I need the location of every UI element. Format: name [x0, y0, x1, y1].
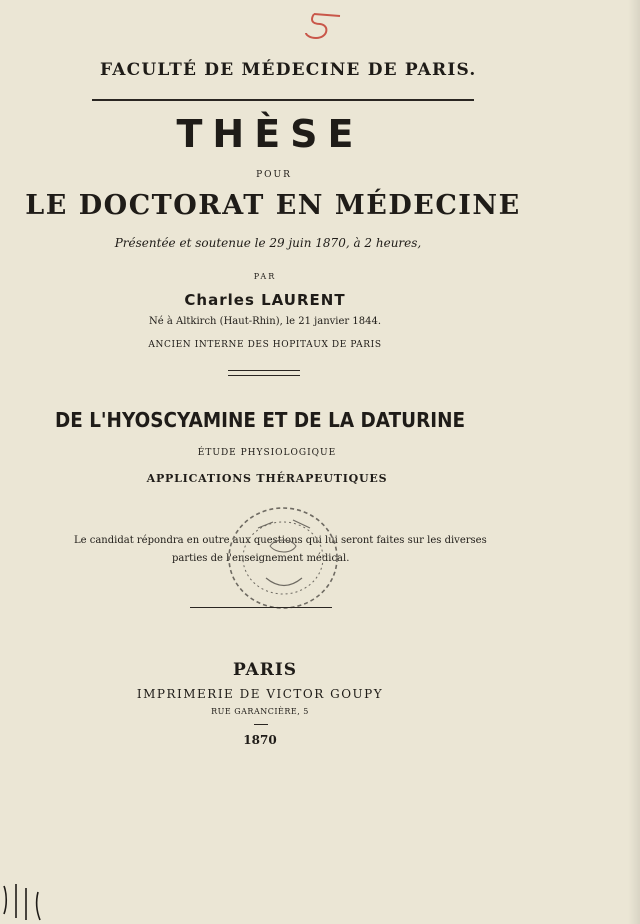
imprint-rule [254, 724, 268, 725]
these-title: THÈSE [176, 112, 364, 156]
author-birth: Né à Altkirch (Haut-Rhin), le 21 janvier 1844. [148, 316, 382, 327]
imprint-printer: IMPRIMERIE DE VICTOR GOUPY [136, 687, 384, 701]
notice-line-1: Le candidat répondra en outre aux questions qui lui seront faites sur les diverses [74, 535, 487, 546]
page-edge-shadow [628, 0, 640, 924]
notice-line-2: parties de l'enseignement médical. [172, 553, 350, 564]
handwritten-number-mark [300, 8, 350, 44]
author-name: Charles LAURENT [184, 291, 346, 309]
presentation-line: Présentée et soutenue le 29 juin 1870, à 2 heures, [114, 236, 422, 250]
imprint-address: RUE GARANCIÈRE, 5 [211, 707, 309, 716]
subject-title: DE L'HYOSCYAMINE ET DE LA DATURINE [54, 408, 466, 432]
author-position: ANCIEN INTERNE DES HOPITAUX DE PARIS [148, 340, 382, 350]
imprint-city: PARIS [232, 660, 298, 680]
margin-pencil-marks [0, 878, 50, 924]
imprint-year: 1870 [243, 733, 277, 747]
faculty-heading: FACULTÉ DE MÉDECINE DE PARIS. [100, 60, 477, 80]
notice-rule [190, 607, 332, 608]
study-subtitle: ÉTUDE PHYSIOLOGIQUE [197, 448, 337, 458]
double-rule-divider [228, 370, 300, 376]
applications-subtitle: APPLICATIONS THÉRAPEUTIQUES [146, 472, 388, 485]
degree-title: LE DOCTORAT EN MÉDECINE [25, 190, 521, 221]
par-label: PAR [253, 272, 277, 281]
pour-label: POUR [256, 170, 292, 180]
library-stamp-icon [218, 498, 348, 620]
header-rule [92, 99, 474, 101]
